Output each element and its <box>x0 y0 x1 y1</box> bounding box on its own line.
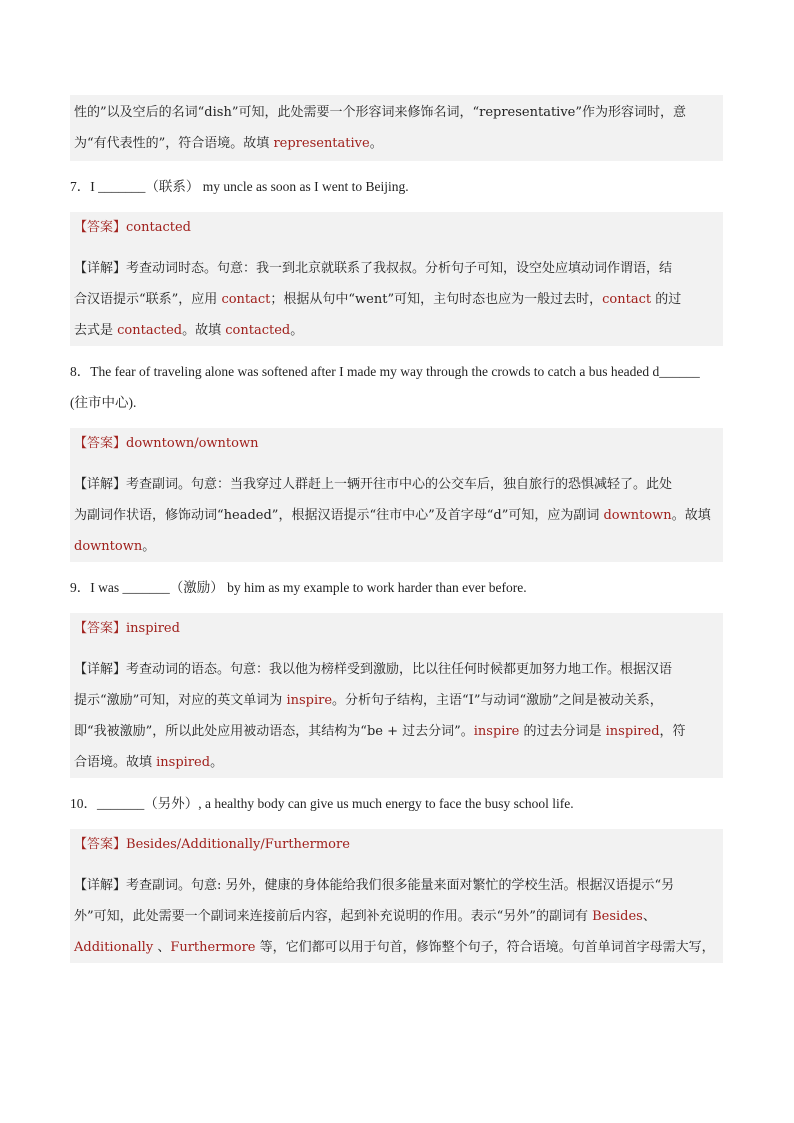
highlight-word: contacted <box>117 323 183 338</box>
text: 、 <box>153 940 171 955</box>
text: 【详解】考查动词的语态。句意：我以他为榜样受到激励，比以往任何时候都更加努力地工作。根据汉语 <box>74 662 673 677</box>
question-8-stem-line: 8．The fear of traveling alone was softened after I made my way through the crowds to catch a bus headed d______ <box>70 364 700 379</box>
highlight-word: contact <box>602 292 652 307</box>
text: 去式是 <box>74 323 118 338</box>
question-9-answer-box <box>70 613 723 778</box>
text: 。 <box>142 539 156 554</box>
detail-line <box>74 315 719 346</box>
answer-label: 【答案】 <box>74 837 127 852</box>
detail-line <box>74 870 719 901</box>
question-7-stem: 7．I _______（联系） my uncle as soon as I went to Beijing. <box>70 179 409 194</box>
text: 。分析句子结构，主语“I”与动词“激励”之间是被动关系， <box>332 693 663 708</box>
document-page <box>70 95 723 963</box>
detail-line <box>74 469 719 500</box>
text: 提示“激励”可知，对应的英文单词为 <box>74 693 287 708</box>
highlight-word: Additionally <box>74 940 154 955</box>
detail-line <box>74 901 719 932</box>
text: 。 <box>210 755 224 770</box>
highlight-word: inspired <box>156 755 211 770</box>
question-10-stem: 10．_______（另外）, a healthy body can give us much energy to face the busy school life. <box>70 796 574 811</box>
question-10-answer-box <box>70 829 723 963</box>
answer-value: contacted <box>126 220 191 235</box>
answer-value: downtown/owntown <box>126 436 259 451</box>
text: 【详解】考查副词。句意：当我穿过人群赶上一辆开往市中心的公交车后，独自旅行的恐惧减轻了。此处 <box>74 477 673 492</box>
text: 。故填 <box>671 508 711 523</box>
question-8-answer-box <box>70 428 723 562</box>
highlight-word: representative <box>273 136 370 151</box>
answer-label: 【答案】 <box>74 220 127 235</box>
text: 即“我被激励”，所以此处应用被动语态，其结构为“be + 过去分词”。 <box>74 724 474 739</box>
highlight-word: downtown <box>603 508 672 523</box>
explanation-line <box>74 97 719 128</box>
answer-line <box>74 613 719 644</box>
prev-explanation-block <box>70 95 723 161</box>
text: 【详解】考查副词。句意: 另外，健康的身体能给我们很多能量来面对繁忙的学校生活。根据汉语提示“另 <box>74 878 675 893</box>
question-7-answer-box <box>70 212 723 346</box>
highlight-word: Furthermore <box>170 940 256 955</box>
highlight-word: inspire <box>286 693 333 708</box>
answer-line <box>74 428 719 459</box>
answer-value: Besides/Additionally/Furthermore <box>126 837 350 852</box>
text: ；根据从句中“went”可知，主句时态也应为一般过去时， <box>270 292 603 307</box>
text: 。 <box>369 136 383 151</box>
text: 。 <box>290 323 304 338</box>
text: 【详解】考查动词时态。句意：我一到北京就联系了我叔叔。分析句子可知，设空处应填动词作谓语，结 <box>74 261 673 276</box>
highlight-word: contact <box>221 292 271 307</box>
text: 合汉语提示“联系”，应用 <box>74 292 222 307</box>
highlight-word: downtown <box>74 539 143 554</box>
explanation-line <box>74 128 719 159</box>
text: 为“有代表性的”，符合语境。故填 <box>74 136 274 151</box>
detail-line <box>74 253 719 284</box>
text: 的过 <box>651 292 682 307</box>
text: ，符 <box>659 724 686 739</box>
text: 外”可知，此处需要一个副词来连接前后内容，起到补充说明的作用。表示“另外”的副词有 <box>74 909 593 924</box>
text: 。故填 <box>182 323 226 338</box>
highlight-word: contacted <box>225 323 291 338</box>
question-8-stem-line: (往市中心). <box>70 395 137 410</box>
detail-line <box>74 685 719 716</box>
detail-line <box>74 716 719 747</box>
detail-line <box>74 747 719 778</box>
highlight-word: inspire <box>473 724 520 739</box>
highlight-word: Besides <box>592 909 643 924</box>
highlight-word: inspired <box>605 724 660 739</box>
detail-line <box>74 531 719 562</box>
detail-line <box>74 284 719 315</box>
detail-line <box>74 500 719 531</box>
detail-line <box>74 654 719 685</box>
answer-label: 【答案】 <box>74 436 127 451</box>
answer-label: 【答案】 <box>74 621 127 636</box>
detail-line <box>74 932 719 963</box>
text: 等，它们都可以用于句首，修饰整个句子，符合语境。句首单词首字母需大写， <box>255 940 715 955</box>
text: 合语境。故填 <box>74 755 157 770</box>
text: 性的”以及空后的名词“dish”可知，此处需要一个形容词来修饰名词，“representative”作为形容词时，意 <box>74 105 687 120</box>
text: 的过去分词是 <box>519 724 606 739</box>
answer-line <box>74 212 719 243</box>
answer-line <box>74 829 719 860</box>
text: 为副词作状语，修饰动词“headed”，根据汉语提示“往市中心”及首字母“d”可知，应为副词 <box>74 508 604 523</box>
question-9-stem: 9．I was _______（激励） by him as my example to work harder than ever before. <box>70 580 527 595</box>
text: 、 <box>642 909 656 924</box>
answer-value: inspired <box>126 621 180 636</box>
